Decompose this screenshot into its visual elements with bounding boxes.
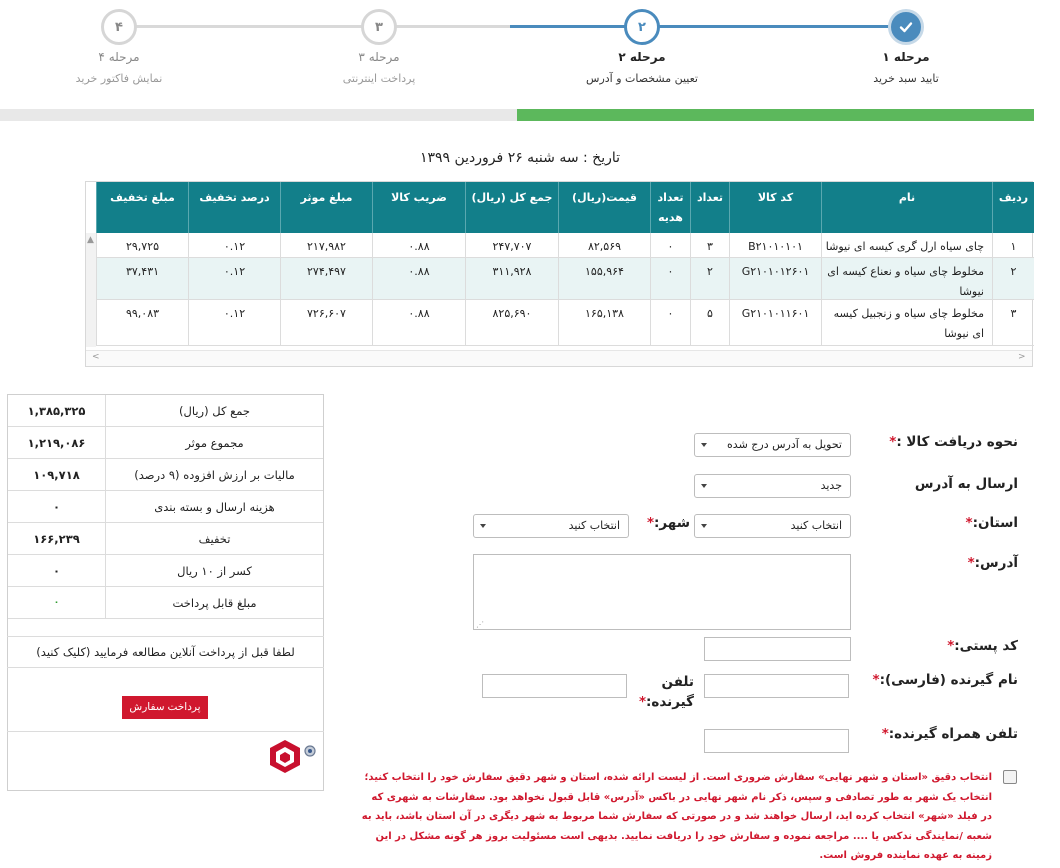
summary-row-discount <box>8 523 323 555</box>
cell-discount-amt: ۲۹,۷۲۵ <box>96 233 188 257</box>
cell-discount-amt: ۹۹,۰۸۳ <box>96 300 188 345</box>
summary-label: کسر از ۱۰ ریال <box>105 555 323 587</box>
divider <box>7 731 324 732</box>
cell-discount-pct: ۰.۱۲ <box>188 233 280 257</box>
city-warning-text: انتخاب دقیق «استان و شهر نهایی» سفارش ضروری است. از لیست ارائه شده، استان و شهر دقیق سفارش خود را انتخاب کنید؛ انتخاب یک شهر به طور تصادفی و سپس، ذکر نام شهر نهایی در باکس «آدرس» قابل قبول نخواهد بود. سفارشات به شهری که در فیلد «شهر» انتخاب کرده اید، ارسال خواهند شد و در صورتی که سفارش شما مربوط به شهر دیگری در آن استان باشد، باید به شعبه /نمایندگی ندکس یا .... مراجعه نموده و سفارش خود را دریافت نمایید. بدیهی است مسئولیت بروز هر گونه مشکل در این زمینه به عهده نماینده فروش است. <box>361 772 992 861</box>
summary-row-shipping <box>8 491 323 523</box>
postal-code-label: کد پستی:* <box>947 638 1018 654</box>
cell-gift-qty: ۰ <box>650 300 690 345</box>
cell-effective: ۲۱۷,۹۸۲ <box>280 233 372 257</box>
chevron-down-icon <box>701 524 707 528</box>
cell-gift-qty: ۰ <box>650 233 690 257</box>
receiver-phone-input[interactable] <box>482 674 627 698</box>
step-3-subtitle: پرداخت اینترنتی <box>342 72 416 85</box>
receiver-mobile-label: تلفن همراه گیرنده:* <box>881 726 1018 742</box>
step-4-circle: ۴ <box>101 9 137 45</box>
step-2-subtitle: تعیین مشخصات و آدرس <box>586 72 698 85</box>
cell-qty: ۳ <box>690 233 729 257</box>
summary-label: مجموع موثر <box>105 427 323 459</box>
cell-effective: ۲۷۴,۴۹۷ <box>280 258 372 299</box>
cell-code: B۲۱۰۱۰۱۰۱ <box>729 233 821 257</box>
cell-discount-pct: ۰.۱۲ <box>188 300 280 345</box>
cell-factor: ۰.۸۸ <box>372 258 465 299</box>
summary-row-vat <box>8 459 323 491</box>
terms-checkbox[interactable] <box>1003 770 1017 784</box>
province-label: استان:* <box>965 515 1018 531</box>
col-row: ردیف <box>992 182 1034 233</box>
address-label: آدرس:* <box>967 555 1018 571</box>
cell-discount-amt: ۳۷,۴۳۱ <box>96 258 188 299</box>
step-3-title: مرحله ۳ <box>358 50 400 64</box>
summary-value: ۰ <box>52 500 61 514</box>
cell-factor: ۰.۸۸ <box>372 233 465 257</box>
col-name: نام <box>821 182 992 233</box>
cell-code: G۲۱۰۱۰۱۲۶۰۱ <box>729 258 821 299</box>
summary-value: ۰ <box>52 564 61 578</box>
cell-row: ۱ <box>992 233 1034 257</box>
summary-label: مالیات بر ارزش افزوده (۹ درصد) <box>105 459 323 491</box>
step-4-title: مرحله ۴ <box>98 50 140 64</box>
cell-discount-pct: ۰.۱۲ <box>188 258 280 299</box>
receiver-mobile-input[interactable] <box>704 729 849 753</box>
cell-gift-qty: ۰ <box>650 258 690 299</box>
receiver-name-label: نام گیرنده (فارسی):* <box>872 672 1018 688</box>
cell-price: ۱۶۵,۱۳۸ <box>558 300 650 345</box>
receiver-phone-label: تلفن گیرنده:* <box>638 674 694 710</box>
send-to-address-label: ارسال به آدرس <box>914 476 1018 492</box>
col-qty: تعداد <box>690 182 729 233</box>
chevron-down-icon <box>701 443 707 447</box>
pay-order-button[interactable]: پرداخت سفارش <box>122 696 208 719</box>
scroll-up-icon[interactable]: ▲ <box>87 235 94 245</box>
cell-effective: ۷۲۶,۶۰۷ <box>280 300 372 345</box>
payment-notice-link[interactable]: لطفا قبل از پرداخت آنلاین مطالعه فرمایید (کلیک کنید) <box>7 636 324 668</box>
cell-qty: ۵ <box>690 300 729 345</box>
step-connector <box>130 25 380 28</box>
cell-code: G۲۱۰۱۰۱۱۶۰۱ <box>729 300 821 345</box>
col-gift-qty: تعداد هدیه <box>650 182 690 233</box>
send-to-address-select[interactable]: جدید <box>694 474 851 498</box>
summary-value-payable: ۰ <box>53 598 60 608</box>
resize-grip-icon[interactable]: ⋰ <box>476 620 484 629</box>
city-select[interactable]: انتخاب کنید <box>473 514 629 538</box>
summary-label: مبلغ قابل پرداخت <box>105 587 323 619</box>
table-header <box>96 182 1034 233</box>
step-connector-complete <box>642 25 906 28</box>
col-price: قیمت(ریال) <box>558 182 650 233</box>
city-label: شهر:* <box>646 515 690 531</box>
col-discount-amt: مبلغ تخفیف <box>96 182 188 233</box>
cell-price: ۱۵۵,۹۶۴ <box>558 258 650 299</box>
summary-row-rounding <box>8 555 323 587</box>
postal-code-input[interactable] <box>704 637 851 661</box>
summary-label: هزینه ارسال و بسته بندی <box>105 491 323 523</box>
table-vertical-scrollbar[interactable] <box>86 233 96 347</box>
table-horizontal-scrollbar[interactable] <box>86 350 1032 366</box>
checkout-stepper <box>0 0 1060 125</box>
col-factor: ضریب کالا <box>372 182 465 233</box>
col-total: جمع کل (ریال) <box>465 182 558 233</box>
summary-value: ۱,۲۱۹,۰۸۶ <box>27 436 86 450</box>
step-1-subtitle: تایید سبد خرید <box>873 72 939 85</box>
summary-label: تخفیف <box>105 523 323 555</box>
summary-row-effective <box>8 427 323 459</box>
step-2-circle: ۲ <box>624 9 660 45</box>
table-row <box>96 300 1034 346</box>
cell-factor: ۰.۸۸ <box>372 300 465 345</box>
step-4-subtitle: نمایش فاکتور خرید <box>75 72 163 85</box>
address-textarea[interactable] <box>473 554 851 630</box>
cell-name: مخلوط چای سیاه و نعناع کیسه ای نیوشا <box>821 258 992 299</box>
summary-row-payable <box>8 587 323 619</box>
province-select[interactable]: انتخاب کنید <box>694 514 851 538</box>
summary-row-total <box>8 395 323 427</box>
summary-value: ۱۰۹,۷۱۸ <box>33 468 80 482</box>
scroll-right-icon[interactable]: > <box>1018 352 1026 362</box>
receiver-name-input[interactable] <box>704 674 849 698</box>
cell-total: ۳۱۱,۹۲۸ <box>465 258 558 299</box>
delivery-method-label: نحوه دریافت کالا :* <box>889 434 1018 450</box>
col-discount-pct: درصد تخفیف <box>188 182 280 233</box>
scroll-left-icon[interactable]: < <box>92 352 100 362</box>
step-connector <box>380 25 510 28</box>
cell-total: ۸۲۵,۶۹۰ <box>465 300 558 345</box>
cell-name: چای سیاه ارل گری کیسه ای نیوشا <box>821 233 992 257</box>
chevron-down-icon <box>480 524 486 528</box>
step-3-circle: ۳ <box>361 9 397 45</box>
cart-table <box>85 181 1033 367</box>
cell-price: ۸۲,۵۶۹ <box>558 233 650 257</box>
chevron-down-icon <box>701 484 707 488</box>
delivery-method-select[interactable]: تحویل به آدرس درج شده <box>694 433 851 457</box>
table-row <box>96 233 1034 258</box>
step-1-circle <box>888 9 924 45</box>
summary-label: جمع کل (ریال) <box>105 395 323 427</box>
summary-value: ۱,۳۸۵,۳۲۵ <box>27 404 86 418</box>
cell-total: ۲۴۷,۷۰۷ <box>465 233 558 257</box>
cell-name: مخلوط چای سیاه و زنجبیل کیسه ای نیوشا <box>821 300 992 345</box>
col-code: کد کالا <box>729 182 821 233</box>
bank-logo-icon <box>266 738 318 776</box>
cell-row: ۲ <box>992 258 1034 299</box>
cell-qty: ۲ <box>690 258 729 299</box>
table-row <box>96 258 1034 300</box>
step-2-title: مرحله ۲ <box>618 50 666 64</box>
step-connector-complete <box>510 25 642 28</box>
step-1-title: مرحله ۱ <box>882 50 930 64</box>
progress-bar-fill <box>517 109 1034 121</box>
cell-row: ۳ <box>992 300 1034 345</box>
summary-value: ۱۶۶,۲۳۹ <box>33 532 80 546</box>
progress-bar <box>0 109 1034 121</box>
order-date: تاریخ : سه شنبه ۲۶ فروردین ۱۳۹۹ <box>419 150 621 166</box>
check-icon <box>899 20 913 34</box>
col-effective: مبلغ موثر <box>280 182 372 233</box>
